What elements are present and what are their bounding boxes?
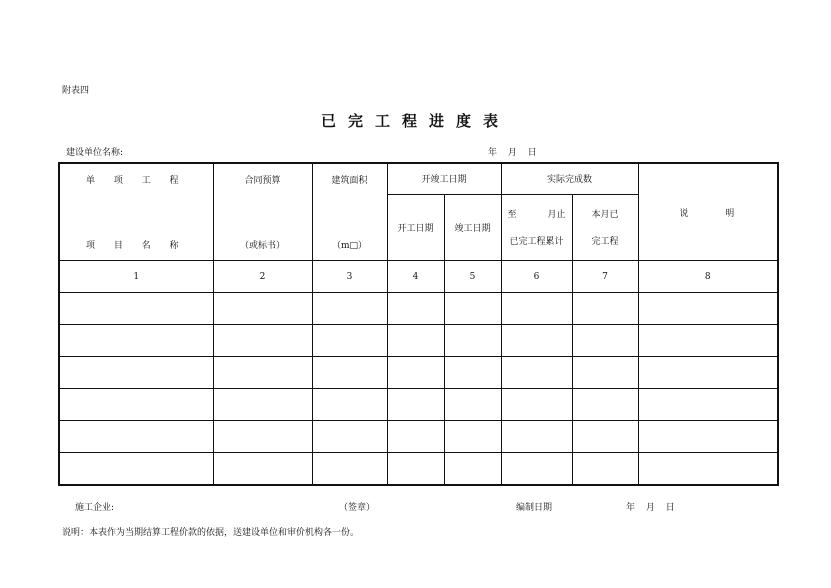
header-remarks xyxy=(638,163,778,261)
table-cell[interactable] xyxy=(312,453,387,485)
header-this-month-top: 本月已 xyxy=(591,210,619,221)
column-number: 3 xyxy=(312,261,387,293)
table-cell[interactable] xyxy=(312,325,387,357)
table-cell[interactable] xyxy=(638,325,778,357)
table-row xyxy=(59,421,778,453)
table-cell[interactable] xyxy=(213,357,312,389)
header-finish-date: 竣工日期 xyxy=(444,194,501,261)
document-title: 已完工程进度表 xyxy=(320,112,510,130)
table-cell[interactable] xyxy=(387,293,444,325)
table-cell[interactable] xyxy=(312,421,387,453)
header-floor-area-bottom: （m□） xyxy=(331,241,368,251)
compile-date-label: 编制日期 xyxy=(516,503,553,513)
table-cell[interactable] xyxy=(387,453,444,485)
table-cell[interactable] xyxy=(572,453,638,485)
column-number: 5 xyxy=(444,261,501,293)
table-cell[interactable] xyxy=(444,389,501,421)
header-this-month-bottom: 完工程 xyxy=(591,237,619,248)
table-cell[interactable] xyxy=(501,325,572,357)
table-cell[interactable] xyxy=(444,293,501,325)
header-contract-budget-bottom: （或标书） xyxy=(239,241,285,251)
table-cell[interactable] xyxy=(59,357,213,389)
table-cell[interactable] xyxy=(213,293,312,325)
contractor-label: 施工企业: xyxy=(75,503,115,513)
table-cell[interactable] xyxy=(501,357,572,389)
table-cell[interactable] xyxy=(387,389,444,421)
column-number: 8 xyxy=(638,261,778,293)
table-cell[interactable] xyxy=(501,389,572,421)
header-dates-group: 开竣工日期 xyxy=(387,163,501,194)
table-cell[interactable] xyxy=(387,421,444,453)
table-cell[interactable] xyxy=(572,325,638,357)
table-cell[interactable] xyxy=(59,453,213,485)
header-cumulative-to: 至 xyxy=(507,210,517,221)
table-cell[interactable] xyxy=(59,325,213,357)
header-actual-group: 实际完成数 xyxy=(501,163,638,194)
appendix-label: 附表四 xyxy=(62,86,90,96)
table-cell[interactable] xyxy=(638,453,778,485)
report-date-label: 年 月 日 xyxy=(488,148,541,158)
table-cell[interactable] xyxy=(213,453,312,485)
header-item-name-top: 单 项 工 程 xyxy=(85,176,187,186)
header-item-name xyxy=(59,163,213,261)
table-cell[interactable] xyxy=(444,453,501,485)
column-number: 1 xyxy=(59,261,213,293)
column-number: 6 xyxy=(501,261,572,293)
column-number: 4 xyxy=(387,261,444,293)
table-row xyxy=(59,293,778,325)
table-cell[interactable] xyxy=(572,421,638,453)
table-cell[interactable] xyxy=(444,421,501,453)
table-cell[interactable] xyxy=(59,389,213,421)
table-cell[interactable] xyxy=(444,357,501,389)
header-floor-area xyxy=(312,163,387,261)
progress-table xyxy=(58,162,779,486)
header-remarks-label: 说 明 xyxy=(679,208,737,219)
table-cell[interactable] xyxy=(638,389,778,421)
header-contract-budget-top: 合同预算 xyxy=(244,176,281,186)
table-cell[interactable] xyxy=(59,293,213,325)
table-cell[interactable] xyxy=(501,453,572,485)
table-cell[interactable] xyxy=(387,357,444,389)
table-cell[interactable] xyxy=(638,357,778,389)
compile-date-value: 年 月 日 xyxy=(626,503,679,513)
table-cell[interactable] xyxy=(501,421,572,453)
column-number-row xyxy=(59,261,778,293)
table-cell[interactable] xyxy=(213,421,312,453)
table-cell[interactable] xyxy=(387,325,444,357)
header-cumulative-bottom: 已完工程累计 xyxy=(509,237,564,248)
table-cell[interactable] xyxy=(572,357,638,389)
table-cell[interactable] xyxy=(444,325,501,357)
column-number: 2 xyxy=(213,261,312,293)
unit-name-label: 建设单位名称: xyxy=(66,148,124,158)
table-cell[interactable] xyxy=(312,357,387,389)
header-this-month xyxy=(572,194,638,261)
header-floor-area-top: 建筑面积 xyxy=(331,176,368,186)
table-cell[interactable] xyxy=(572,389,638,421)
table-cell[interactable] xyxy=(312,389,387,421)
table-cell[interactable] xyxy=(501,293,572,325)
table-cell[interactable] xyxy=(638,421,778,453)
table-row xyxy=(59,325,778,357)
column-number: 7 xyxy=(572,261,638,293)
table-cell[interactable] xyxy=(59,421,213,453)
header-cumulative-month: 月止 xyxy=(547,210,566,221)
table-row xyxy=(59,357,778,389)
table-cell[interactable] xyxy=(213,389,312,421)
header-item-name-bottom: 项 目 名 称 xyxy=(85,241,187,251)
table-row xyxy=(59,389,778,421)
header-cumulative xyxy=(501,194,572,261)
header-contract-budget xyxy=(213,163,312,261)
table-cell[interactable] xyxy=(638,293,778,325)
table-cell[interactable] xyxy=(572,293,638,325)
header-start-date: 开工日期 xyxy=(387,194,444,261)
seal-label: （签章） xyxy=(339,503,376,513)
table-cell[interactable] xyxy=(213,325,312,357)
table-cell[interactable] xyxy=(312,293,387,325)
footnote: 说明：本表作为当期结算工程价款的依据，送建设单位和审价机构各一份。 xyxy=(62,528,360,538)
table-row xyxy=(59,453,778,485)
